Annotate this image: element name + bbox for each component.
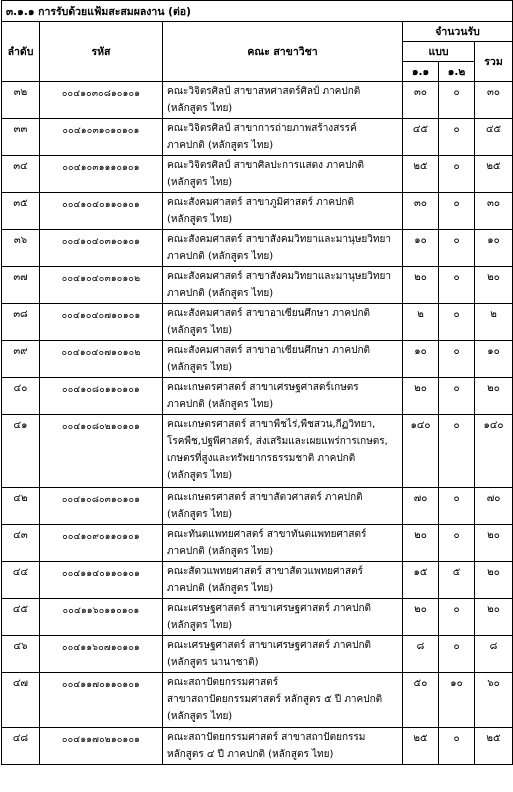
table-row — [2, 636, 513, 673]
program-line: (หลักสูตร ไทย) — [167, 362, 233, 373]
program-line: คณะเศรษฐศาสตร์ สาขาเศรษฐศาสตร์ ภาคปกติ — [167, 640, 372, 651]
row-order: ๔๔ — [2, 562, 40, 599]
row-program — [163, 119, 403, 156]
program-line: ภาคปกติ (หลักสูตร ไทย) — [167, 288, 274, 299]
program-line: คณะสถาปัตยกรรมศาสตร์ สาขาสถาปัตยกรรม — [167, 732, 366, 743]
program-line: (หลักสูตร ไทย) — [167, 620, 233, 631]
row-quota-1-1: ๓๐ — [403, 82, 439, 119]
row-program — [163, 341, 403, 378]
row-order: ๓๘ — [2, 304, 40, 341]
header-quota: จำนวนรับ — [403, 22, 513, 42]
row-quota-1-1: ๔๕ — [403, 119, 439, 156]
row-quota-1-2: ๐ — [439, 728, 475, 765]
row-quota-1-1: ๘ — [403, 636, 439, 673]
row-quota-1-1: ๗๐ — [403, 488, 439, 525]
row-order: ๔๐ — [2, 378, 40, 415]
row-quota-1-2: ๐ — [439, 341, 475, 378]
header-faculty: คณะ สาขาวิชา — [163, 22, 403, 82]
row-quota-total: ๒๐ — [475, 525, 513, 562]
row-code: ๐๐๔๑๐๔๐๓๑๐๑๐๒ — [40, 267, 163, 304]
row-quota-1-2: ๐ — [439, 415, 475, 488]
row-code: ๐๐๔๑๐๓๑๑๑๐๑๐๑ — [40, 156, 163, 193]
row-program — [163, 378, 403, 415]
row-program — [163, 82, 403, 119]
program-line: ภาคปกติ (หลักสูตร ไทย) — [167, 583, 274, 594]
program-line: สาขาสถาปัตยกรรมศาสตร์ หลักสูตร ๕ ปี ภาคปกติ — [167, 694, 383, 705]
row-code: ๐๐๔๑๑๖๐๗๑๐๑๐๑ — [40, 636, 163, 673]
admission-table — [1, 0, 513, 765]
section-title: ๓.๑.๑ การรับด้วยแฟ้มสะสมผลงาน (ต่อ) — [2, 1, 513, 22]
row-quota-1-1: ๑๐ — [403, 230, 439, 267]
row-program — [163, 488, 403, 525]
row-quota-1-2: ๐ — [439, 378, 475, 415]
program-line: ภาคปกติ (หลักสูตร ไทย) — [167, 399, 274, 410]
table-row — [2, 562, 513, 599]
table-row — [2, 82, 513, 119]
table-row — [2, 599, 513, 636]
program-line: (หลักสูตร ไทย) — [167, 177, 233, 188]
row-quota-1-1: ๒๕ — [403, 156, 439, 193]
row-quota-total: ๒๐ — [475, 267, 513, 304]
table-row — [2, 378, 513, 415]
row-quota-1-2: ๐ — [439, 304, 475, 341]
row-quota-total: ๒ — [475, 304, 513, 341]
table-row — [2, 230, 513, 267]
table-row — [2, 525, 513, 562]
row-quota-total: ๒๕ — [475, 156, 513, 193]
row-order: ๓๔ — [2, 156, 40, 193]
row-program — [163, 415, 403, 488]
row-quota-1-1: ๕๐ — [403, 673, 439, 728]
row-code: ๐๐๔๑๐๘๐๑๑๐๑๐๑ — [40, 378, 163, 415]
row-order: ๓๕ — [2, 193, 40, 230]
row-quota-1-2: ๐ — [439, 636, 475, 673]
row-code: ๐๐๔๑๐๔๐๑๑๐๑๐๑ — [40, 193, 163, 230]
row-quota-total: ๑๐ — [475, 341, 513, 378]
table-row — [2, 156, 513, 193]
row-quota-1-2: ๐ — [439, 119, 475, 156]
program-line: คณะสัตวแพทยศาสตร์ สาขาสัตวแพทยศาสตร์ — [167, 566, 363, 577]
program-line: ภาคปกติ (หลักสูตร ไทย) — [167, 546, 274, 557]
program-line: คณะเกษตรศาสตร์ สาขาสัตวศาสตร์ ภาคปกติ — [167, 492, 363, 503]
program-line: (หลักสูตร ไทย) — [167, 711, 233, 722]
row-quota-total: ๒๐ — [475, 599, 513, 636]
row-program — [163, 599, 403, 636]
row-code: ๐๐๔๑๑๔๐๑๑๐๑๐๑ — [40, 562, 163, 599]
row-order: ๔๕ — [2, 599, 40, 636]
row-order: ๔๒ — [2, 488, 40, 525]
table-row — [2, 304, 513, 341]
row-code: ๐๐๔๑๐๔๐๗๑๐๑๐๑ — [40, 304, 163, 341]
row-order: ๓๖ — [2, 230, 40, 267]
row-program — [163, 304, 403, 341]
program-line: คณะเกษตรศาสตร์ สาขาเศรษฐศาสตร์เกษตร — [167, 382, 359, 393]
row-code: ๐๐๔๑๐๓๑๐๑๐๑๐๑ — [40, 119, 163, 156]
row-quota-1-2: ๐ — [439, 267, 475, 304]
program-line: โรคพืช,ปฐพีศาสตร์, ส่งเสริมและเผยแพร่การเกษตร, — [167, 436, 388, 447]
row-quota-total: ๑๔๐ — [475, 415, 513, 488]
program-line: คณะสถาปัตยกรรมศาสตร์ — [167, 677, 279, 688]
row-program — [163, 673, 403, 728]
row-quota-1-1: ๒๕ — [403, 728, 439, 765]
header-total: รวม — [475, 42, 513, 82]
row-quota-1-2: ๑๐ — [439, 673, 475, 728]
table-row — [2, 673, 513, 728]
program-line: คณะสังคมศาสตร์ สาขาสังคมวิทยาและมานุษยวิทยา — [167, 271, 391, 282]
program-line: คณะสังคมศาสตร์ สาขาอาเซียนศึกษา ภาคปกติ — [167, 345, 370, 356]
row-quota-total: ๖๐ — [475, 673, 513, 728]
row-program — [163, 525, 403, 562]
row-quota-1-1: ๑๐ — [403, 341, 439, 378]
row-order: ๓๙ — [2, 341, 40, 378]
program-line: (หลักสูตร ไทย) — [167, 103, 233, 114]
table-row — [2, 267, 513, 304]
program-line: คณะวิจิตรศิลป์ สาขาการถ่ายภาพสร้างสรรค์ — [167, 123, 357, 134]
table-row — [2, 119, 513, 156]
row-program — [163, 156, 403, 193]
row-code: ๐๐๔๑๑๗๐๒๑๐๑๐๑ — [40, 728, 163, 765]
program-line: (หลักสูตร ไทย) — [167, 325, 233, 336]
table-row — [2, 193, 513, 230]
row-quota-1-1: ๑๕ — [403, 562, 439, 599]
program-line: (หลักสูตร ไทย) — [167, 214, 233, 225]
row-quota-1-2: ๐ — [439, 156, 475, 193]
program-line: (หลักสูตร ไทย) — [167, 470, 233, 481]
row-program — [163, 728, 403, 765]
row-code: ๐๐๔๑๐๔๐๓๑๐๑๐๑ — [40, 230, 163, 267]
header-type-1-1: ๑.๑ — [403, 62, 439, 82]
row-code: ๐๐๔๑๐๘๐๓๑๐๑๐๑ — [40, 488, 163, 525]
program-line: คณะวิจิตรศิลป์ สาขาสหศาสตร์ศิลป์ ภาคปกติ — [167, 86, 361, 97]
row-quota-1-2: ๐ — [439, 488, 475, 525]
row-quota-total: ๒๐ — [475, 562, 513, 599]
program-line: (หลักสูตร นานาชาติ) — [167, 657, 259, 668]
row-quota-total: ๒๕ — [475, 728, 513, 765]
row-quota-1-2: ๕ — [439, 562, 475, 599]
row-program — [163, 193, 403, 230]
program-line: คณะเกษตรศาสตร์ สาขาพืชไร่,พืชสวน,กีฏวิทยา, — [167, 419, 376, 430]
row-quota-1-1: ๒ — [403, 304, 439, 341]
table-row — [2, 415, 513, 488]
row-quota-total: ๘ — [475, 636, 513, 673]
row-code: ๐๐๔๑๐๓๐๘๑๐๑๐๑ — [40, 82, 163, 119]
program-line: คณะเศรษฐศาสตร์ สาขาเศรษฐศาสตร์ ภาคปกติ — [167, 603, 372, 614]
program-line: คณะสังคมศาสตร์ สาขาอาเซียนศึกษา ภาคปกติ — [167, 308, 370, 319]
row-quota-1-2: ๐ — [439, 193, 475, 230]
row-quota-1-1: ๑๔๐ — [403, 415, 439, 488]
row-code: ๐๐๔๑๐๙๐๑๑๐๑๐๑ — [40, 525, 163, 562]
row-program — [163, 636, 403, 673]
row-program — [163, 267, 403, 304]
row-quota-1-2: ๐ — [439, 525, 475, 562]
row-order: ๔๑ — [2, 415, 40, 488]
row-order: ๔๗ — [2, 673, 40, 728]
row-order: ๔๓ — [2, 525, 40, 562]
table-body — [2, 82, 513, 765]
header-type-1-2: ๑.๒ — [439, 62, 475, 82]
row-quota-total: ๑๐ — [475, 230, 513, 267]
row-code: ๐๐๔๑๐๔๐๗๑๐๑๐๒ — [40, 341, 163, 378]
program-line: คณะสังคมศาสตร์ สาขาภูมิศาสตร์ ภาคปกติ — [167, 197, 354, 208]
header-order: ลำดับ — [2, 22, 40, 82]
row-order: ๓๒ — [2, 82, 40, 119]
row-quota-1-1: ๒๐ — [403, 525, 439, 562]
row-quota-total: ๓๐ — [475, 82, 513, 119]
row-quota-total: ๗๐ — [475, 488, 513, 525]
row-code: ๐๐๔๑๑๗๐๑๑๐๑๐๑ — [40, 673, 163, 728]
program-line: คณะทันตแพทยศาสตร์ สาขาทันตแพทยศาสตร์ — [167, 529, 367, 540]
row-program — [163, 562, 403, 599]
row-order: ๔๘ — [2, 728, 40, 765]
row-quota-1-1: ๒๐ — [403, 267, 439, 304]
program-line: หลักสูตร ๔ ปี ภาคปกติ (หลักสูตร ไทย) — [167, 749, 334, 760]
row-quota-total: ๓๐ — [475, 193, 513, 230]
row-quota-1-1: ๒๐ — [403, 599, 439, 636]
program-line: คณะสังคมศาสตร์ สาขาสังคมวิทยาและมานุษยวิทยา — [167, 234, 391, 245]
row-order: ๓๓ — [2, 119, 40, 156]
row-code: ๐๐๔๑๑๖๐๑๑๐๑๐๑ — [40, 599, 163, 636]
program-line: ภาคปกติ (หลักสูตร ไทย) — [167, 140, 274, 151]
program-line: เกษตรที่สูงและทรัพยากรธรรมชาติ ภาคปกติ — [167, 453, 356, 464]
table-row — [2, 488, 513, 525]
program-line: ภาคปกติ (หลักสูตร ไทย) — [167, 251, 274, 262]
row-order: ๔๖ — [2, 636, 40, 673]
row-quota-1-1: ๒๐ — [403, 378, 439, 415]
row-quota-total: ๔๕ — [475, 119, 513, 156]
row-code: ๐๐๔๑๐๘๐๒๑๐๑๐๑ — [40, 415, 163, 488]
table-row — [2, 341, 513, 378]
header-code: รหัส — [40, 22, 163, 82]
row-quota-1-1: ๓๐ — [403, 193, 439, 230]
row-program — [163, 230, 403, 267]
row-quota-1-2: ๐ — [439, 82, 475, 119]
program-line: คณะวิจิตรศิลป์ สาขาศิลปะการแสดง ภาคปกติ — [167, 160, 364, 171]
row-quota-1-2: ๐ — [439, 230, 475, 267]
row-order: ๓๗ — [2, 267, 40, 304]
program-line: (หลักสูตร ไทย) — [167, 509, 233, 520]
table-row — [2, 728, 513, 765]
row-quota-1-2: ๐ — [439, 599, 475, 636]
row-quota-total: ๒๐ — [475, 378, 513, 415]
header-type: แบบ — [403, 42, 475, 62]
